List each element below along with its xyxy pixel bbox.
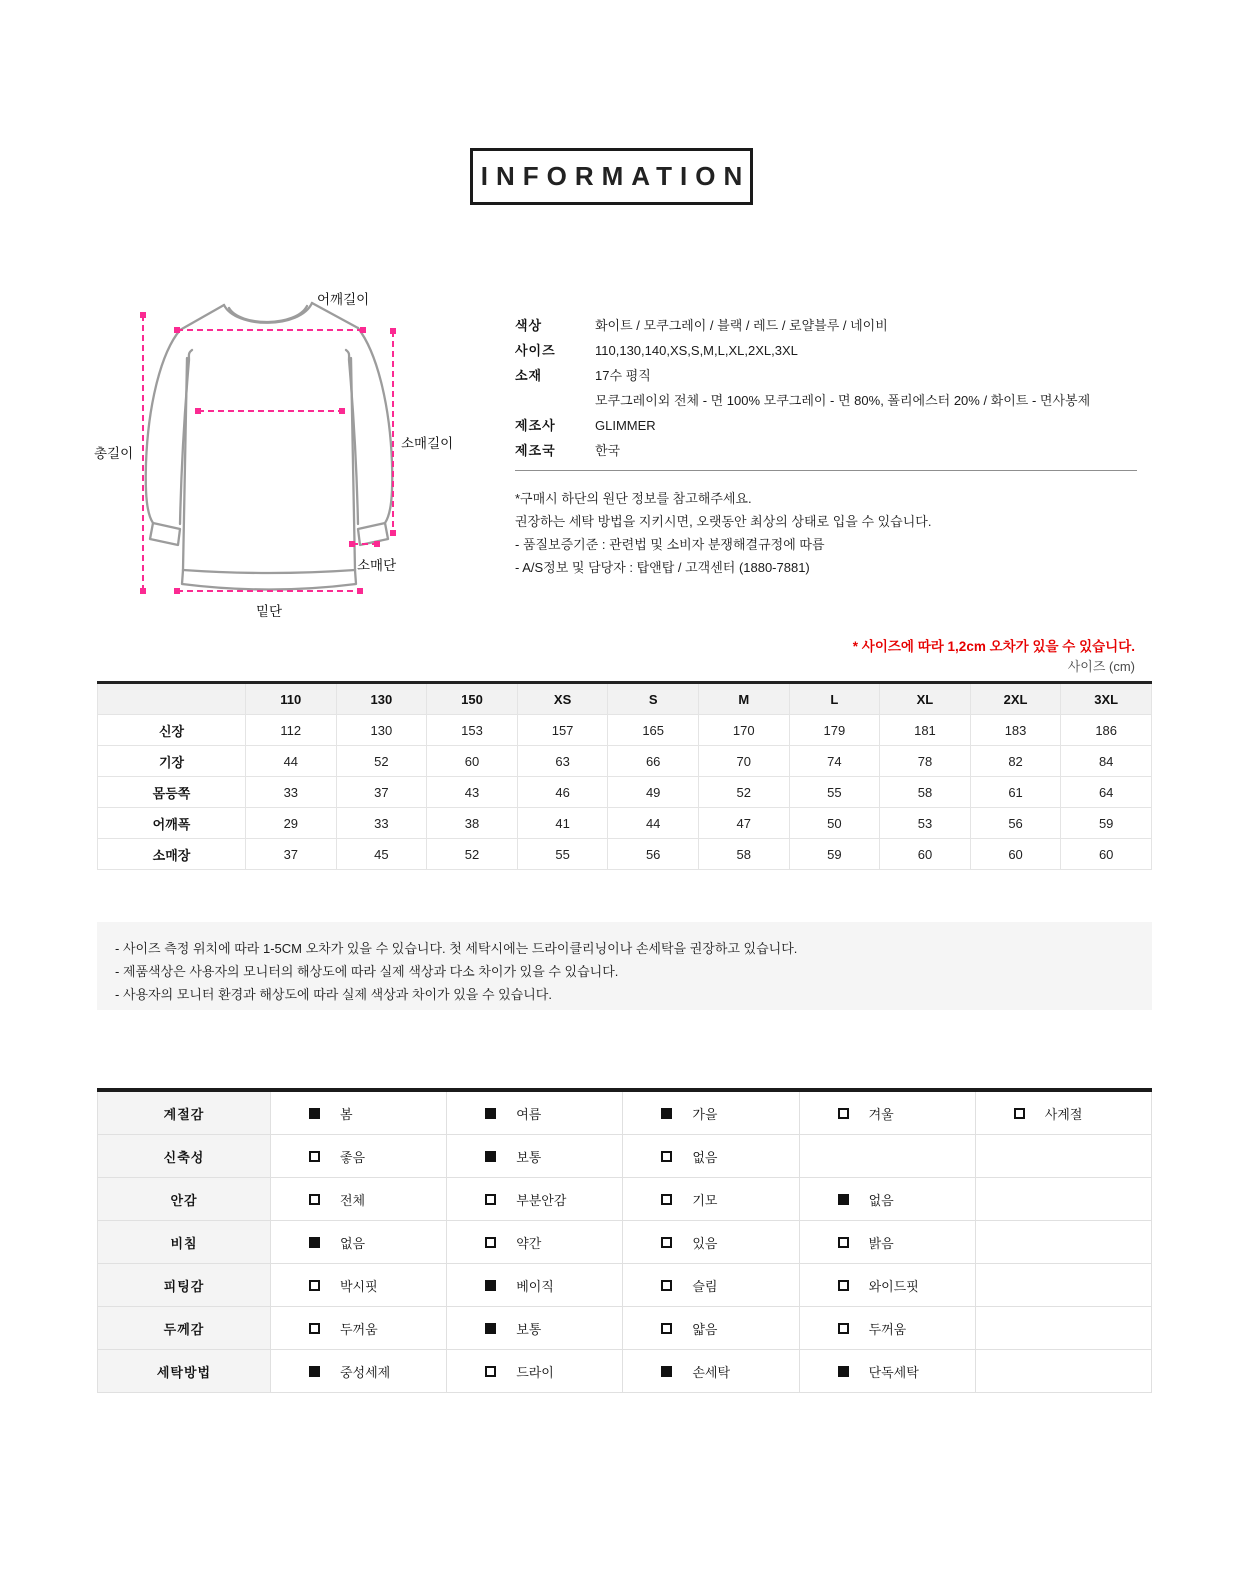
- information-title-box: [470, 148, 753, 205]
- attribute-option-label: 기모: [692, 1192, 718, 1208]
- shirt-left-sleeve-outer: [146, 330, 180, 523]
- shirt-body-left: [183, 358, 187, 570]
- attribute-option: [623, 1104, 798, 1123]
- size-row: [98, 777, 1152, 808]
- attribute-cell: [975, 1178, 1151, 1221]
- attribute-option-label: 있음: [692, 1235, 718, 1251]
- attribute-option: [623, 1276, 798, 1295]
- info-label: 색상: [515, 318, 543, 333]
- attribute-cell: [447, 1178, 623, 1221]
- shirt-hem-top: [183, 570, 355, 573]
- attribute-cell: [271, 1090, 447, 1135]
- size-cell: 49: [608, 777, 699, 808]
- checkbox-unchecked-icon: [661, 1323, 672, 1334]
- attribute-cell: [447, 1350, 623, 1393]
- size-row-label: 어깨폭: [98, 808, 246, 839]
- size-col-header: 150: [427, 683, 518, 715]
- attribute-option-label: 박시핏: [340, 1278, 378, 1294]
- attribute-option: [271, 1190, 446, 1209]
- size-cell: 50: [789, 808, 880, 839]
- size-cell: 181: [880, 715, 971, 746]
- attribute-cell: [447, 1307, 623, 1350]
- attribute-row-label: 피팅감: [98, 1264, 271, 1307]
- checkbox-unchecked-icon: [485, 1194, 496, 1205]
- hem-label: 밑단: [256, 604, 283, 619]
- attribute-option: [800, 1190, 975, 1209]
- checkbox-unchecked-icon: [838, 1237, 849, 1248]
- size-cell: 55: [517, 839, 608, 870]
- size-row: [98, 839, 1152, 870]
- attribute-option: [623, 1190, 798, 1209]
- info-value: 화이트 / 모쿠그레이 / 블랙 / 레드 / 로얄블루 / 네이비: [595, 318, 888, 333]
- attribute-row-label: 두께감: [98, 1307, 271, 1350]
- attribute-row: [98, 1221, 1152, 1264]
- checkbox-unchecked-icon: [838, 1323, 849, 1334]
- cuff-label: 소매단: [357, 558, 397, 573]
- attribute-cell: [799, 1264, 975, 1307]
- checkbox-checked-icon: [485, 1323, 496, 1334]
- attribute-cell: [975, 1264, 1151, 1307]
- attribute-option-label: 부분안감: [516, 1192, 567, 1208]
- size-cell: 38: [427, 808, 518, 839]
- attribute-option-label: 단독세탁: [868, 1364, 919, 1380]
- attribute-option: [800, 1319, 975, 1338]
- attribute-option: [800, 1362, 975, 1381]
- measurement-endpoints: [140, 312, 396, 594]
- size-cell: 84: [1061, 746, 1152, 777]
- notice-line: - 사이즈 측정 위치에 따라 1-5CM 오차가 있을 수 있습니다. 첫 세탁시에는 드라이클리닝이나 손세탁을 권장하고 있습니다.: [115, 941, 798, 956]
- size-cell: 61: [970, 777, 1061, 808]
- attribute-option-label: 봄: [340, 1106, 353, 1122]
- size-col-header: XS: [517, 683, 608, 715]
- checkbox-checked-icon: [485, 1151, 496, 1162]
- attribute-row: [98, 1307, 1152, 1350]
- product-info-row: [515, 388, 1155, 413]
- attribute-option-label: 손세탁: [692, 1364, 731, 1380]
- attribute-row-label: 계절감: [98, 1090, 271, 1135]
- attribute-option: [271, 1104, 446, 1123]
- attribute-cell: [271, 1307, 447, 1350]
- attribute-option-label: 드라이: [516, 1364, 554, 1380]
- size-cell: 37: [336, 777, 427, 808]
- attribute-cell: [271, 1350, 447, 1393]
- size-cell: 183: [970, 715, 1061, 746]
- attribute-option: [271, 1276, 446, 1295]
- size-cell: 58: [880, 777, 971, 808]
- checkbox-checked-icon: [309, 1366, 320, 1377]
- attribute-option: [623, 1319, 798, 1338]
- attribute-cell: [623, 1350, 799, 1393]
- checkbox-unchecked-icon: [309, 1151, 320, 1162]
- size-col-header: 110: [246, 683, 337, 715]
- attribute-row-label: 비침: [98, 1221, 271, 1264]
- attribute-cell: [799, 1090, 975, 1135]
- checkbox-unchecked-icon: [309, 1194, 320, 1205]
- attribute-option-label: 두꺼움: [340, 1321, 378, 1337]
- info-value: 한국: [595, 443, 621, 458]
- size-tolerance-warning: * 사이즈에 따라 1,2cm 오차가 있을 수 있습니다.: [852, 639, 1135, 654]
- size-cell: 45: [336, 839, 427, 870]
- size-col-header: M: [698, 683, 789, 715]
- size-col-header: 3XL: [1061, 683, 1152, 715]
- size-cell: 60: [880, 839, 971, 870]
- attribute-option-label: 두꺼움: [868, 1321, 907, 1337]
- attributes-table: [97, 1088, 1152, 1393]
- checkbox-unchecked-icon: [661, 1151, 672, 1162]
- checkbox-unchecked-icon: [485, 1366, 496, 1377]
- attribute-option: [447, 1190, 622, 1209]
- attribute-option: [800, 1104, 975, 1123]
- care-note-line: *구매시 하단의 원단 정보를 참고해주세요.: [515, 491, 752, 506]
- size-cell: 66: [608, 746, 699, 777]
- attribute-cell: [975, 1221, 1151, 1264]
- info-value: 110,130,140,XS,S,M,L,XL,2XL,3XL: [595, 343, 798, 358]
- attribute-cell: [623, 1135, 799, 1178]
- checkbox-unchecked-icon: [838, 1108, 849, 1119]
- attribute-option-label: 없음: [692, 1149, 718, 1165]
- attribute-cell: [271, 1221, 447, 1264]
- attribute-cell: [975, 1090, 1151, 1135]
- attribute-cell: [799, 1350, 975, 1393]
- checkbox-unchecked-icon: [1014, 1108, 1025, 1119]
- size-col-header: 130: [336, 683, 427, 715]
- size-cell: 112: [246, 715, 337, 746]
- info-value: 모쿠그레이외 전체 - 면 100% 모쿠그레이 - 면 80%, 폴리에스터 20% / 화이트 - 면사봉제: [595, 393, 1091, 408]
- attribute-option-label: 여름: [516, 1106, 542, 1122]
- product-info-list: [515, 313, 1155, 463]
- size-cell: 44: [608, 808, 699, 839]
- notice-line: - 사용자의 모니터 환경과 해상도에 따라 실제 색상과 차이가 있을 수 있습니다.: [115, 987, 552, 1002]
- attribute-cell: [623, 1264, 799, 1307]
- attribute-row: [98, 1350, 1152, 1393]
- info-value: GLIMMER: [595, 418, 656, 433]
- attribute-option: [271, 1362, 446, 1381]
- size-unit-label: 사이즈 (cm): [1067, 659, 1135, 674]
- attribute-option-label: 얇음: [692, 1321, 718, 1337]
- shirt-left-shoulder-line: [180, 305, 224, 330]
- notice-line: - 제품색상은 사용자의 모니터의 해상도에 따라 실제 색상과 다소 차이가 있을 수 있습니다.: [115, 964, 619, 979]
- size-cell: 47: [698, 808, 789, 839]
- size-cell: 60: [1061, 839, 1152, 870]
- size-cell: 59: [789, 839, 880, 870]
- size-row-label: 신장: [98, 715, 246, 746]
- attribute-option: [623, 1233, 798, 1252]
- checkbox-unchecked-icon: [485, 1237, 496, 1248]
- size-cell: 170: [698, 715, 789, 746]
- attribute-row: [98, 1178, 1152, 1221]
- product-info-row: [515, 338, 1155, 363]
- size-cell: 44: [246, 746, 337, 777]
- care-note-line: - A/S정보 및 담당자 : 탑앤탑 / 고객센터 (1880-7881): [515, 560, 810, 575]
- attribute-row: [98, 1090, 1152, 1135]
- attribute-cell: [447, 1221, 623, 1264]
- size-cell: 37: [246, 839, 337, 870]
- size-row: [98, 808, 1152, 839]
- size-cell: 33: [246, 777, 337, 808]
- checkbox-unchecked-icon: [838, 1280, 849, 1291]
- attribute-option-label: 전체: [340, 1192, 366, 1208]
- size-row-label: 소매장: [98, 839, 246, 870]
- attribute-option: [447, 1362, 622, 1381]
- attribute-option-label: 가을: [692, 1106, 718, 1122]
- attribute-cell: [447, 1090, 623, 1135]
- product-info-row: [515, 438, 1155, 463]
- notice-box: [97, 922, 1152, 1010]
- attribute-option: [447, 1276, 622, 1295]
- checkbox-checked-icon: [485, 1280, 496, 1291]
- attribute-option-label: 약간: [516, 1235, 542, 1251]
- size-cell: 130: [336, 715, 427, 746]
- attribute-row: [98, 1135, 1152, 1178]
- info-label: 사이즈: [515, 343, 556, 358]
- size-col-header: 2XL: [970, 683, 1061, 715]
- size-cell: 53: [880, 808, 971, 839]
- attribute-option-label: 밝음: [868, 1235, 894, 1251]
- size-cell: 70: [698, 746, 789, 777]
- checkbox-checked-icon: [838, 1366, 849, 1377]
- size-cell: 157: [517, 715, 608, 746]
- size-cell: 78: [880, 746, 971, 777]
- size-cell: 52: [336, 746, 427, 777]
- size-row: [98, 746, 1152, 777]
- garment-measurement-diagram: [80, 278, 460, 623]
- attribute-cell: [799, 1135, 975, 1178]
- size-row: [98, 715, 1152, 746]
- size-corner-cell: [98, 683, 246, 715]
- attribute-row-label: 세탁방법: [98, 1350, 271, 1393]
- attribute-cell: [623, 1178, 799, 1221]
- size-cell: 52: [427, 839, 518, 870]
- attribute-option: [976, 1104, 1151, 1123]
- attribute-option-label: 사계절: [1044, 1106, 1083, 1122]
- size-cell: 74: [789, 746, 880, 777]
- attribute-option-label: 와이드핏: [868, 1278, 919, 1294]
- attribute-cell: [271, 1264, 447, 1307]
- checkbox-checked-icon: [661, 1366, 672, 1377]
- size-header-row: [98, 683, 1152, 715]
- size-cell: 56: [970, 808, 1061, 839]
- size-cell: 82: [970, 746, 1061, 777]
- shirt-left-cuff: [150, 523, 180, 545]
- size-cell: 52: [698, 777, 789, 808]
- attribute-cell: [799, 1221, 975, 1264]
- attribute-option: [800, 1276, 975, 1295]
- product-info-row: [515, 363, 1155, 388]
- attribute-cell: [271, 1178, 447, 1221]
- size-col-header: L: [789, 683, 880, 715]
- shirt-neck-outer: [224, 303, 312, 323]
- info-label: 소재: [515, 368, 543, 383]
- size-cell: 58: [698, 839, 789, 870]
- size-row-label: 기장: [98, 746, 246, 777]
- attribute-cell: [799, 1307, 975, 1350]
- attribute-option: [623, 1147, 798, 1166]
- care-note-line: 권장하는 세탁 방법을 지키시면, 오랫동안 최상의 상태로 입을 수 있습니다.: [515, 514, 932, 529]
- total-length-label: 총길이: [94, 446, 134, 461]
- size-cell: 46: [517, 777, 608, 808]
- checkbox-unchecked-icon: [661, 1194, 672, 1205]
- attribute-option-label: 베이직: [516, 1278, 554, 1294]
- attribute-cell: [623, 1090, 799, 1135]
- attribute-cell: [447, 1264, 623, 1307]
- size-cell: 41: [517, 808, 608, 839]
- shoulder-length-label: 어깨길이: [317, 292, 370, 307]
- attribute-option-label: 보통: [516, 1149, 542, 1165]
- care-note-line: - 품질보증기준 : 관련법 및 소비자 분쟁해결규정에 따름: [515, 537, 825, 552]
- attribute-row-label: 신축성: [98, 1135, 271, 1178]
- size-cell: 29: [246, 808, 337, 839]
- attribute-cell: [623, 1307, 799, 1350]
- attribute-option: [271, 1319, 446, 1338]
- attribute-option-label: 중성세제: [340, 1364, 391, 1380]
- size-cell: 63: [517, 746, 608, 777]
- attribute-option: [623, 1362, 798, 1381]
- size-cell: 55: [789, 777, 880, 808]
- attribute-option: [447, 1319, 622, 1338]
- checkbox-unchecked-icon: [661, 1237, 672, 1248]
- attribute-cell: [799, 1178, 975, 1221]
- attribute-row: [98, 1264, 1152, 1307]
- attribute-option: [447, 1147, 622, 1166]
- attribute-option-label: 겨울: [868, 1106, 894, 1122]
- checkbox-unchecked-icon: [309, 1323, 320, 1334]
- purchase-notes: [515, 487, 931, 579]
- info-label: 제조사: [515, 418, 556, 433]
- attribute-cell: [271, 1135, 447, 1178]
- attribute-option: [271, 1233, 446, 1252]
- size-cell: 186: [1061, 715, 1152, 746]
- attribute-option-label: 좋음: [340, 1149, 366, 1165]
- attribute-option: [447, 1233, 622, 1252]
- attribute-option: [800, 1233, 975, 1252]
- attribute-option-label: 없음: [868, 1192, 894, 1208]
- shirt-right-cuff: [358, 523, 388, 545]
- size-row-label: 몸등쪽: [98, 777, 246, 808]
- size-col-header: XL: [880, 683, 971, 715]
- size-cell: 59: [1061, 808, 1152, 839]
- attribute-row-label: 안감: [98, 1178, 271, 1221]
- attribute-cell: [975, 1350, 1151, 1393]
- size-col-header: S: [608, 683, 699, 715]
- size-cell: 165: [608, 715, 699, 746]
- size-cell: 179: [789, 715, 880, 746]
- shirt-body-right: [351, 358, 355, 570]
- attribute-option: [271, 1147, 446, 1166]
- size-cell: 43: [427, 777, 518, 808]
- size-cell: 33: [336, 808, 427, 839]
- checkbox-checked-icon: [485, 1108, 496, 1119]
- shirt-right-sleeve-outer: [358, 328, 392, 523]
- product-info-row: [515, 413, 1155, 438]
- attribute-cell: [975, 1135, 1151, 1178]
- shirt-neck-inner: [229, 306, 307, 322]
- size-cell: 60: [427, 746, 518, 777]
- attribute-option-label: 없음: [340, 1235, 366, 1251]
- attribute-cell: [623, 1221, 799, 1264]
- attribute-option-label: 슬림: [692, 1278, 718, 1294]
- checkbox-unchecked-icon: [309, 1280, 320, 1291]
- checkbox-checked-icon: [309, 1237, 320, 1248]
- size-table: [97, 681, 1152, 870]
- sleeve-length-label: 소매길이: [401, 436, 454, 451]
- product-info-row: [515, 313, 1155, 338]
- shirt-outline: [146, 303, 392, 590]
- attribute-option-label: 보통: [516, 1321, 542, 1337]
- attribute-cell: [447, 1135, 623, 1178]
- checkbox-unchecked-icon: [661, 1280, 672, 1291]
- attribute-option: [447, 1104, 622, 1123]
- info-label: 제조국: [515, 443, 556, 458]
- info-value: 17수 평직: [595, 368, 651, 383]
- size-cell: 64: [1061, 777, 1152, 808]
- divider-line: [515, 470, 1137, 471]
- attribute-cell: [975, 1307, 1151, 1350]
- size-cell: 153: [427, 715, 518, 746]
- checkbox-checked-icon: [838, 1194, 849, 1205]
- checkbox-checked-icon: [309, 1108, 320, 1119]
- size-cell: 56: [608, 839, 699, 870]
- size-cell: 60: [970, 839, 1061, 870]
- page-title: INFORMATION: [480, 161, 751, 191]
- checkbox-checked-icon: [661, 1108, 672, 1119]
